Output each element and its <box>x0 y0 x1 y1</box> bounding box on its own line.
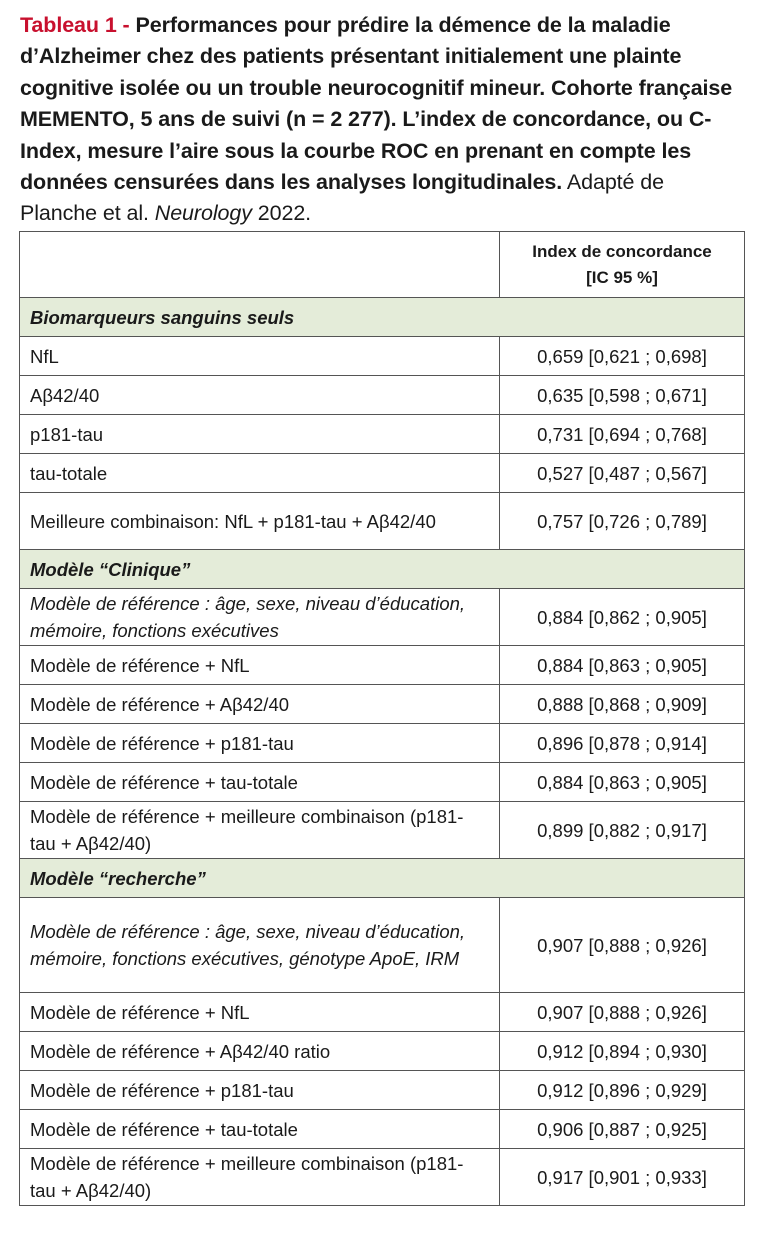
caption-journal: Neurology <box>154 201 252 226</box>
row-label: p181-tau <box>20 415 500 454</box>
row-value: 0,884 [0,862 ; 0,905] <box>500 589 745 646</box>
table-row <box>20 337 745 376</box>
row-label: Modèle de référence + tau-totale <box>20 763 500 802</box>
row-label: NfL <box>20 337 500 376</box>
row-value: 0,907 [0,888 ; 0,926] <box>500 898 745 993</box>
row-label: Modèle de référence + tau-totale <box>20 1110 500 1149</box>
table-row <box>20 898 745 993</box>
row-label: Modèle de référence + p181-tau <box>20 724 500 763</box>
table-row <box>20 415 745 454</box>
row-label: Modèle de référence + NfL <box>20 646 500 685</box>
row-label: Modèle de référence + meilleure combinaison (p181-tau + Aβ42/40) <box>20 1149 500 1206</box>
table-row <box>20 993 745 1032</box>
section-header <box>20 298 745 337</box>
table-number-label: Tableau 1 - <box>20 13 136 37</box>
section-title: Modèle “Clinique” <box>20 550 745 589</box>
table-row <box>20 376 745 415</box>
caption-year: 2022. <box>251 201 312 226</box>
row-value: 0,917 [0,901 ; 0,933] <box>500 1149 745 1206</box>
header-empty-cell <box>20 232 500 298</box>
table-row <box>20 454 745 493</box>
row-label: Modèle de référence + Aβ42/40 <box>20 685 500 724</box>
row-label: Modèle de référence : âge, sexe, niveau d’éducation, mémoire, fonctions exécutives, génotype ApoE, IRM <box>20 898 500 993</box>
row-value: 0,907 [0,888 ; 0,926] <box>500 993 745 1032</box>
header-concordance-cell <box>500 232 745 298</box>
row-label: Modèle de référence : âge, sexe, niveau d’éducation, mémoire, fonctions exécutives <box>20 589 500 646</box>
row-value: 0,884 [0,863 ; 0,905] <box>500 763 745 802</box>
row-value: 0,888 [0,868 ; 0,909] <box>500 685 745 724</box>
table-row <box>20 1110 745 1149</box>
row-value: 0,527 [0,487 ; 0,567] <box>500 454 745 493</box>
row-label: Modèle de référence + p181-tau <box>20 1071 500 1110</box>
section-header <box>20 859 745 898</box>
table-row <box>20 589 745 646</box>
table-row <box>20 1149 745 1206</box>
row-value: 0,896 [0,878 ; 0,914] <box>500 724 745 763</box>
table-row <box>20 1071 745 1110</box>
row-label: Aβ42/40 <box>20 376 500 415</box>
row-label: Modèle de référence + meilleure combinaison (p181-tau + Aβ42/40) <box>20 802 500 859</box>
header-ci-label: [IC 95 %] <box>586 267 658 287</box>
row-value: 0,899 [0,882 ; 0,917] <box>500 802 745 859</box>
table-row <box>20 802 745 859</box>
table-row <box>20 724 745 763</box>
table-row <box>20 763 745 802</box>
row-label: Meilleure combinaison: NfL + p181-tau + Aβ42/40 <box>20 493 500 550</box>
row-label: tau-totale <box>20 454 500 493</box>
row-value: 0,757 [0,726 ; 0,789] <box>500 493 745 550</box>
row-value: 0,912 [0,896 ; 0,929] <box>500 1071 745 1110</box>
table-row <box>20 493 745 550</box>
table-row <box>20 685 745 724</box>
row-value: 0,731 [0,694 ; 0,768] <box>500 415 745 454</box>
section-title: Modèle “recherche” <box>20 859 745 898</box>
caption-text: Performances pour prédire la démence de la maladie d’Alzheimer chez des patients présentant initialement une plainte cognitive isolée ou un trouble neurocognitif mineur. Cohorte française MEMENTO, 5 ans de suivi (n = 2 277). L’index de concordance, ou C-Index, mesure l’aire sous la courbe ROC en prenant en compte les données censurées dans les analyses longitudinales. <box>20 13 733 195</box>
header-concordance-title: Index de concordance <box>532 241 712 261</box>
row-label: Modèle de référence + NfL <box>20 993 500 1032</box>
table-row <box>20 1032 745 1071</box>
table-caption <box>20 10 742 230</box>
section-title: Biomarqueurs sanguins seuls <box>20 298 745 337</box>
row-value: 0,659 [0,621 ; 0,698] <box>500 337 745 376</box>
row-value: 0,906 [0,887 ; 0,925] <box>500 1110 745 1149</box>
row-label: Modèle de référence + Aβ42/40 ratio <box>20 1032 500 1071</box>
row-value: 0,912 [0,894 ; 0,930] <box>500 1032 745 1071</box>
row-value: 0,884 [0,863 ; 0,905] <box>500 646 745 685</box>
caption-source: Adapté de Planche et al. <box>20 170 664 226</box>
row-value: 0,635 [0,598 ; 0,671] <box>500 376 745 415</box>
section-header <box>20 550 745 589</box>
table-row <box>20 646 745 685</box>
table-header-row <box>20 232 745 298</box>
results-table <box>19 231 745 1206</box>
